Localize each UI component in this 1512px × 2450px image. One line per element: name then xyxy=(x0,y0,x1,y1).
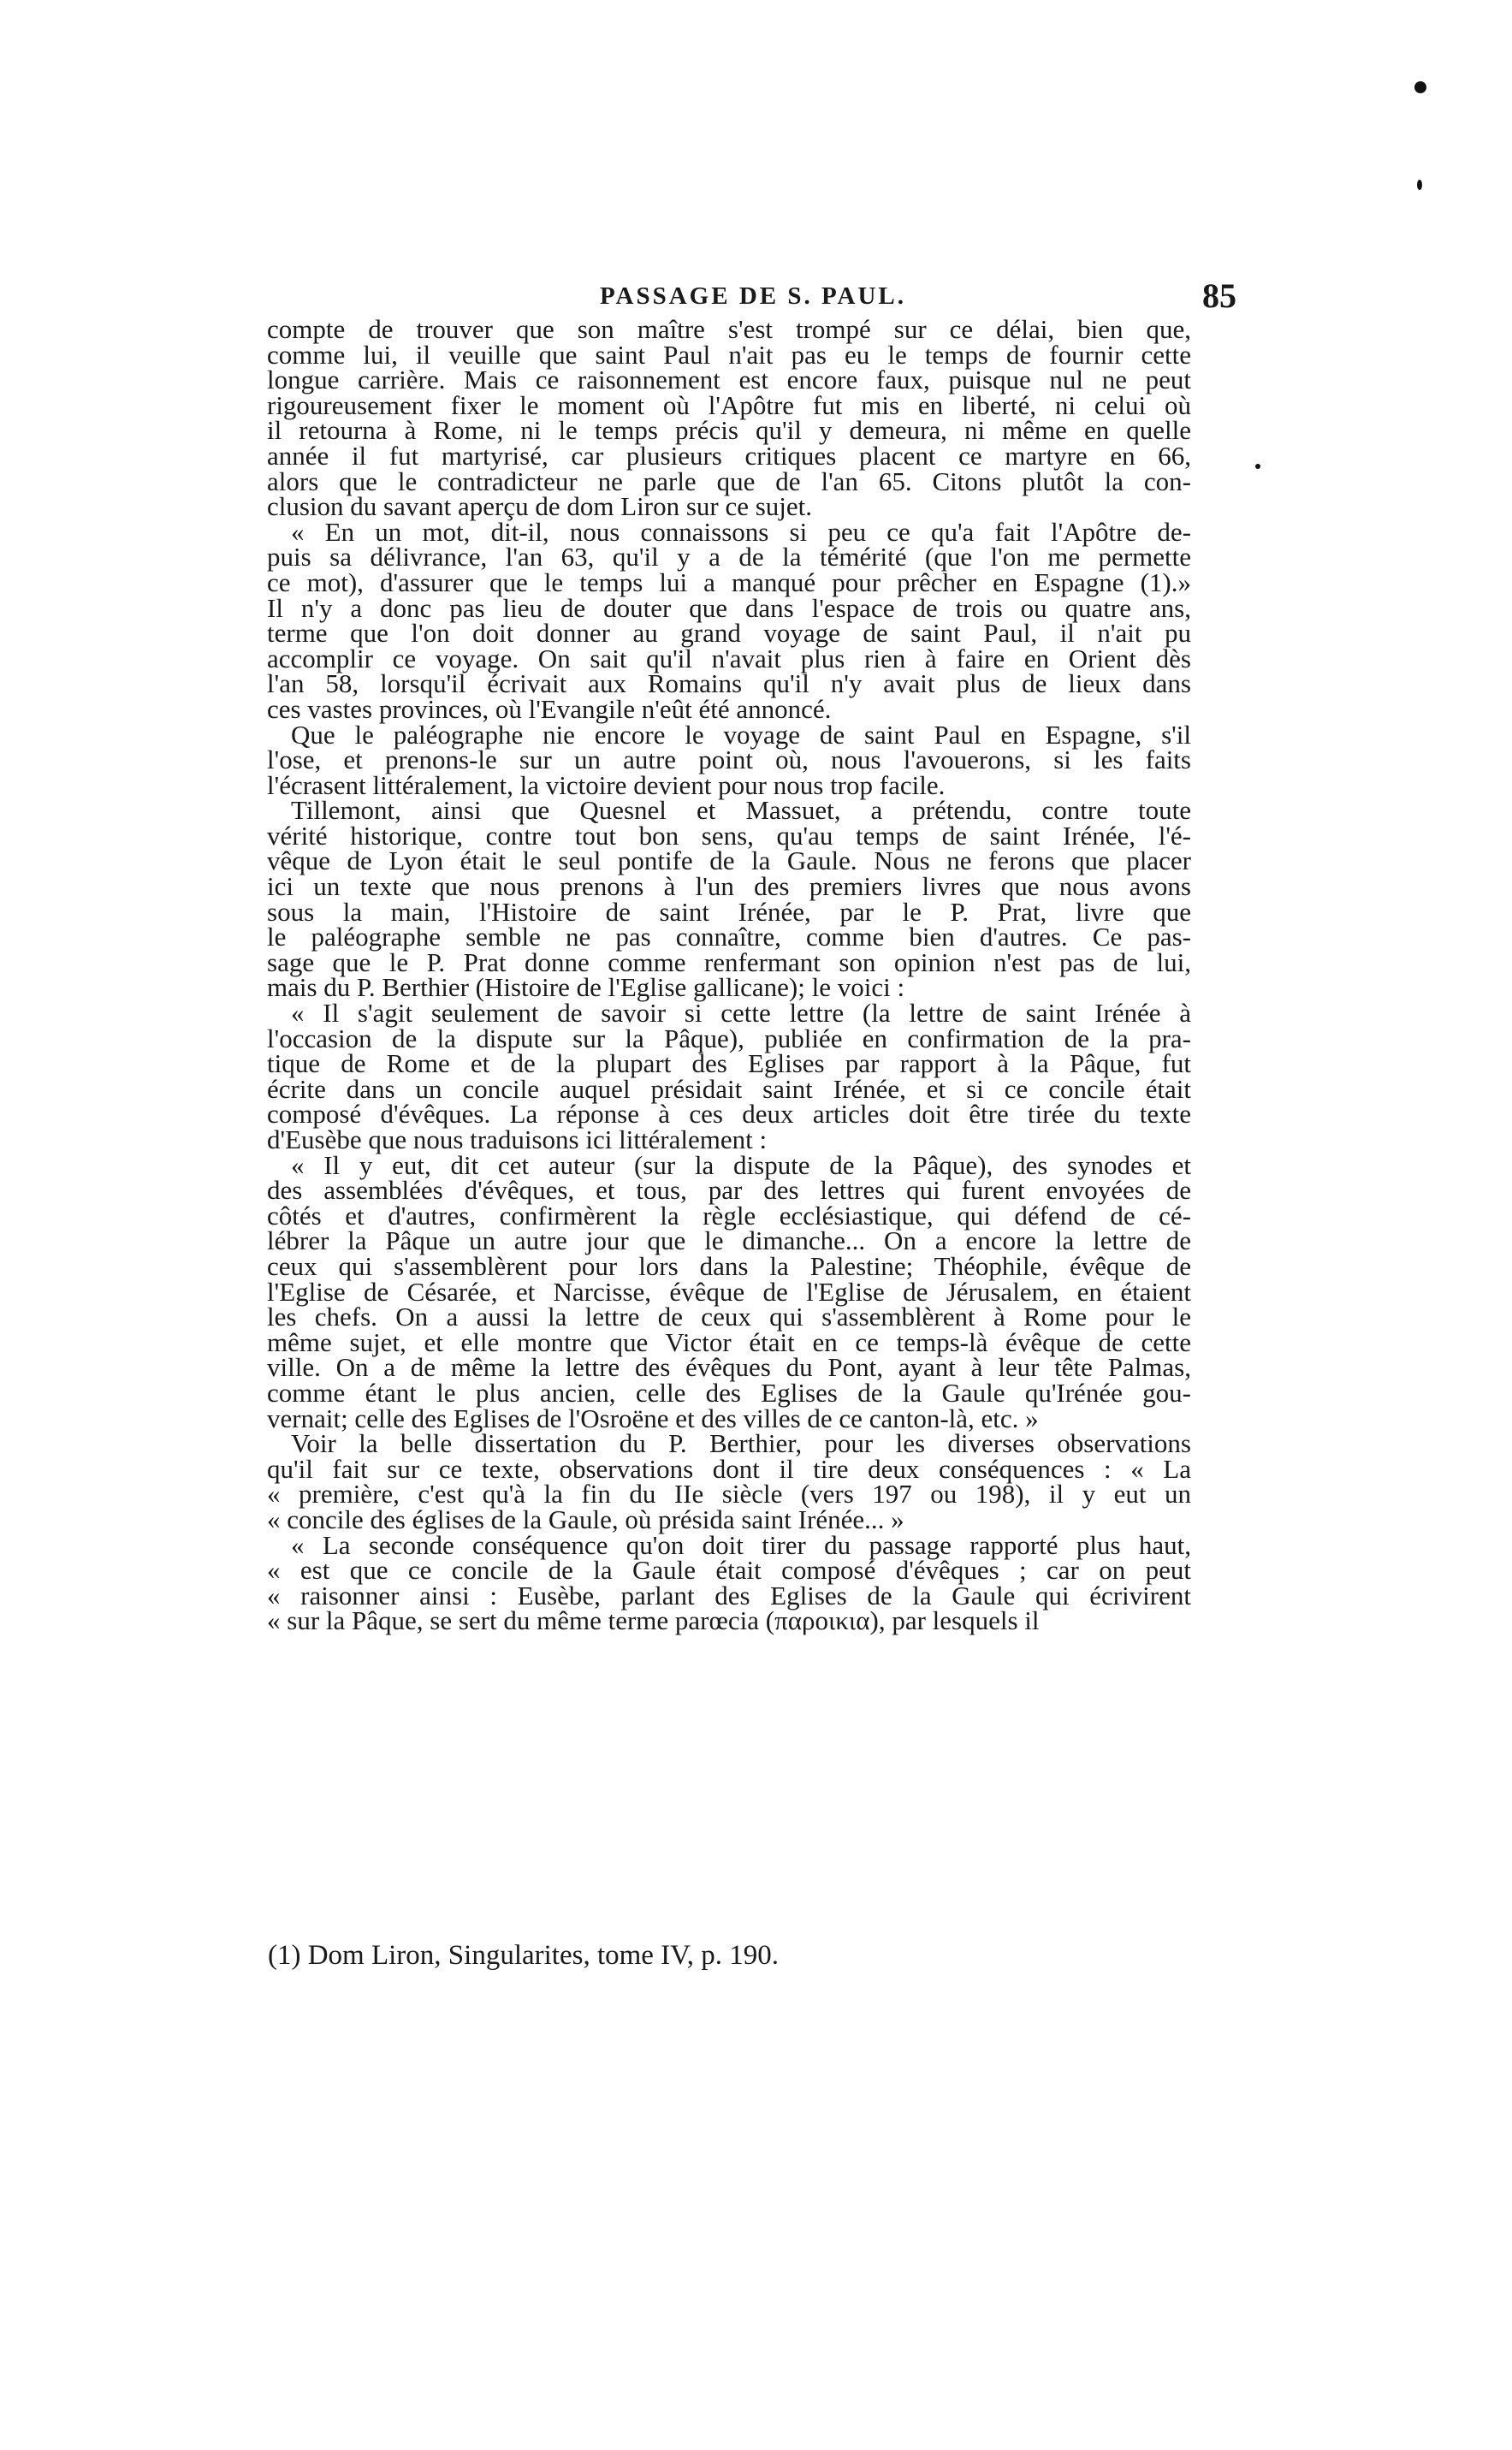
text-line: sage que le P. Prat donne comme renfermant son opinion n'est pas de lui, xyxy=(267,946,1191,977)
text-line: vêque de Lyon était le seul pontife de la Gaule. Nous ne ferons que placer xyxy=(267,845,1191,876)
text-line: terme que l'on doit donner au grand voyage de saint Paul, il n'ait pu xyxy=(267,618,1191,649)
text-line: vérité historique, contre tout bon sens, qu'au temps de saint Irénée, l'é- xyxy=(267,820,1191,851)
text-line: « La seconde conséquence qu'on doit tirer du passage rapporté plus haut, xyxy=(291,1529,1191,1560)
text-line: ici un texte que nous prenons à l'un des premiers livres que nous avons xyxy=(267,871,1191,902)
text-line: l'an 58, lorsqu'il écrivait aux Romains qu'il n'y avait plus de lieux dans xyxy=(267,668,1191,699)
text-line: « Il s'agit seulement de savoir si cette lettre (la lettre de saint Irénée à xyxy=(291,998,1191,1029)
text-line: Tillemont, ainsi que Quesnel et Massuet, a prétendu, contre toute xyxy=(291,795,1191,826)
text-line: ceux qui s'assemblèrent pour lors dans la Palestine; Théophile, évêque de xyxy=(267,1250,1191,1281)
text-line: même sujet, et elle montre que Victor était en ce temps-là évêque de cette xyxy=(267,1326,1191,1357)
text-line: puis sa délivrance, l'an 63, qu'il y a de la témérité (que l'on me permette xyxy=(267,542,1191,572)
text-line: ville. On a de même la lettre des évêques du Pont, ayant à leur tête Palmas, xyxy=(267,1352,1191,1383)
text-line: l'écrasent littéralement, la victoire devient pour nous trop facile. xyxy=(267,769,946,800)
text-line: année il fut martyrisé, car plusieurs critiques placent ce martyre en 66, xyxy=(267,440,1191,471)
body-text xyxy=(267,314,1191,1636)
text-line: vernait; celle des Eglises de l'Osroëne et des villes de ce canton-là, etc. » xyxy=(267,1403,1039,1433)
text-line: Il n'y a donc pas lieu de douter que dans l'espace de trois ou quatre ans, xyxy=(267,592,1191,623)
text-line: l'occasion de la dispute sur la Pâque), publiée en confirmation de la pra- xyxy=(267,1023,1191,1053)
text-line: lébrer la Pâque un autre jour que le dimanche... On a encore la lettre de xyxy=(267,1225,1191,1256)
text-line: tique de Rome et de la plupart des Eglises par rapport à la Pâque, fut xyxy=(267,1048,1191,1079)
text-line: qu'il fait sur ce texte, observations dont il tire deux conséquences : « La xyxy=(267,1453,1191,1484)
ink-speck xyxy=(1255,464,1260,469)
text-line: des assemblées d'évêques, et tous, par des lettres qui furent envoyées de xyxy=(267,1175,1191,1206)
text-line: clusion du savant aperçu de dom Liron sur ce sujet. xyxy=(267,491,813,522)
running-head: PASSAGE DE S. PAUL. xyxy=(599,282,907,310)
text-line: « Il y eut, dit cet auteur (sur la dispute de la Pâque), des synodes et xyxy=(291,1149,1191,1180)
text-line: « est que ce concile de la Gaule était composé d'évêques ; car on peut xyxy=(267,1555,1191,1586)
text-line: les chefs. On a aussi la lettre de ceux qui s'assemblèrent à Rome pour le xyxy=(267,1302,1191,1332)
page-header xyxy=(270,276,1236,318)
footnote: (1) Dom Liron, Singularites, tome IV, p. 190. xyxy=(268,1940,779,1971)
text-line: alors que le contradicteur ne parle que de l'an 65. Citons plutôt la con- xyxy=(267,466,1191,496)
text-line: mais du P. Berthier (Histoire de l'Eglise gallicane); le voici : xyxy=(267,972,905,1003)
text-line: « concile des églises de la Gaule, où présida saint Irénée... » xyxy=(267,1504,904,1534)
text-line: Voir la belle dissertation du P. Berthier, pour les diverses observations xyxy=(291,1428,1191,1459)
ink-speck xyxy=(1417,180,1422,190)
text-line: écrite dans un concile auquel présidait saint Irénée, et si ce concile était xyxy=(267,1073,1191,1104)
text-line: « raisonner ainsi : Eusèbe, parlant des Eglises de la Gaule qui écrivirent xyxy=(267,1580,1191,1611)
text-line: côtés et d'autres, confirmèrent la règle ecclésiastique, qui défend de cé- xyxy=(267,1200,1191,1231)
text-line: compte de trouver que son maître s'est trompé sur ce délai, bien que, xyxy=(267,314,1191,344)
text-line: il retourna à Rome, ni le temps précis qu'il y demeura, ni même en quelle xyxy=(267,415,1191,446)
text-line: le paléographe semble ne pas connaître, comme bien d'autres. Ce pas- xyxy=(267,922,1191,952)
text-line: longue carrière. Mais ce raisonnement est encore faux, puisque nul ne peut xyxy=(267,365,1191,395)
text-line: Que le paléographe nie encore le voyage de saint Paul en Espagne, s'il xyxy=(291,719,1191,750)
text-line: ces vastes provinces, où l'Evangile n'eût été annoncé. xyxy=(267,693,832,724)
text-line: d'Eusèbe que nous traduisons ici littéralement : xyxy=(267,1124,768,1154)
text-line: l'ose, et prenons-le sur un autre point où, nous l'avouerons, si les faits xyxy=(267,744,1191,775)
text-line: rigoureusement fixer le moment où l'Apôtre fut mis en liberté, ni celui où xyxy=(267,389,1191,420)
page-number: 85 xyxy=(1202,276,1236,315)
text-line: « première, c'est qu'à la fin du IIe siècle (vers 197 ou 198), il y eut un xyxy=(267,1479,1191,1510)
text-line: ce mot), d'assurer que le temps lui a manqué pour prêcher en Espagne (1).» xyxy=(267,567,1191,597)
text-line: comme lui, il veuille que saint Paul n'ait pas eu le temps de fournir cette xyxy=(267,339,1191,370)
ink-speck xyxy=(1414,81,1426,93)
text-line: « En un mot, dit-il, nous connaissons si peu ce qu'a fait l'Apôtre de- xyxy=(291,516,1191,547)
text-line: composé d'évêques. La réponse à ces deux articles doit être tirée du texte xyxy=(267,1099,1191,1130)
text-line: « sur la Pâque, se sert du même terme parœcia (παροικια), par lesquels il xyxy=(267,1605,1040,1636)
text-line: accomplir ce voyage. On sait qu'il n'avait plus rien à faire en Orient dès xyxy=(267,643,1191,673)
text-line: sous la main, l'Histoire de saint Irénée, par le P. Prat, livre que xyxy=(267,896,1191,927)
text-line: comme étant le plus ancien, celle des Eglises de la Gaule qu'Irénée gou- xyxy=(267,1377,1191,1408)
text-line: l'Eglise de Césarée, et Narcisse, évêque de l'Eglise de Jérusalem, en étaient xyxy=(267,1276,1191,1307)
